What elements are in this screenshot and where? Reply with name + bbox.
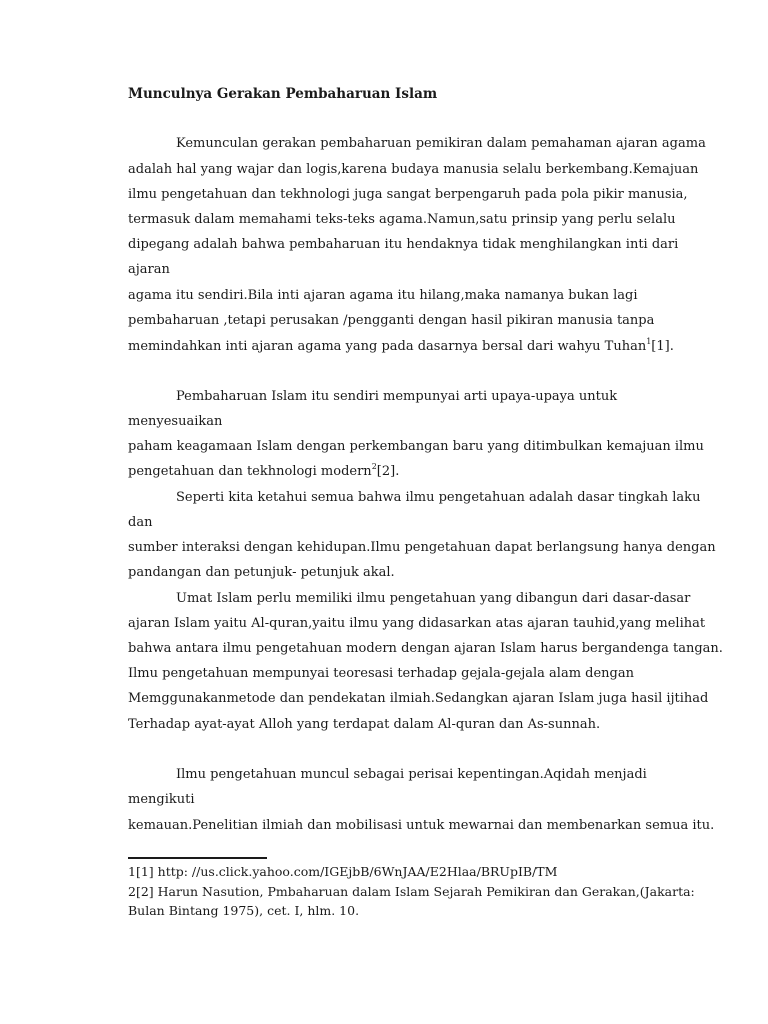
line-end-punct: . bbox=[395, 464, 400, 479]
footnote-number: 1 bbox=[128, 864, 136, 879]
footnote-number: 2 bbox=[128, 884, 136, 899]
text-line: Memggunakanmetode dan pendekatan ilmiah.Sedangkan ajaran Islam juga hasil ijtihad bbox=[128, 691, 709, 706]
text-line: mengikuti bbox=[128, 792, 195, 807]
text-line-body: pengetahuan dan tekhnologi modern bbox=[128, 464, 372, 479]
text-line: Pembaharuan Islam itu sendiri mempunyai arti upaya-upaya untuk bbox=[176, 389, 618, 404]
text-line: paham keagamaan Islam dengan perkembangan baru yang ditimbulkan kemajuan ilmu bbox=[128, 439, 704, 454]
footnote-backref[interactable]: [1] bbox=[135, 864, 154, 879]
text-line bbox=[128, 464, 399, 480]
footnote-separator bbox=[128, 857, 267, 859]
text-line: ajaran bbox=[128, 262, 170, 277]
footnote-ref-1-sup[interactable]: 1 bbox=[646, 337, 652, 346]
text-line bbox=[128, 339, 674, 355]
footnote-text: http: //us.click.yahoo.com/IGEjbB/6WnJAA/E2Hlaa/BRUpIB/TM bbox=[153, 864, 558, 879]
text-line: Ilmu pengetahuan mempunyai teoresasi terhadap gejala-gejala alam dengan bbox=[128, 666, 635, 681]
line-end-punct: . bbox=[669, 339, 674, 354]
text-line: pembaharuan ,tetapi perusakan /pengganti dengan hasil pikiran manusia tanpa bbox=[128, 313, 655, 328]
text-line: Kemunculan gerakan pembaharuan pemikiran dalam pemahaman ajaran agama bbox=[176, 136, 706, 151]
text-line: Umat Islam perlu memiliki ilmu pengetahuan yang dibangun dari dasar-dasar bbox=[176, 591, 691, 606]
footnote-2 bbox=[128, 884, 695, 900]
footnote-backref[interactable]: [2] bbox=[135, 884, 154, 899]
document-title: Munculnya Gerakan Pembaharuan Islam bbox=[128, 86, 438, 102]
footnote-2-continued: Bulan Bintang 1975), cet. I, hlm. 10. bbox=[128, 903, 360, 918]
text-line: adalah hal yang wajar dan logis,karena budaya manusia selalu berkembang.Kemajuan bbox=[128, 162, 699, 177]
text-line: dan bbox=[128, 515, 153, 530]
text-line: ajaran Islam yaitu Al-quran,yaitu ilmu yang didasarkan atas ajaran tauhid,yang melihat bbox=[128, 616, 706, 631]
text-line: ilmu pengetahuan dan tekhnologi juga sangat berpengaruh pada pola pikir manusia, bbox=[128, 187, 688, 202]
text-line: kemauan.Penelitian ilmiah dan mobilisasi untuk mewarnai dan membenarkan semua itu. bbox=[128, 818, 715, 833]
text-line-body: memindahkan inti ajaran agama yang pada dasarnya bersal dari wahyu Tuhan bbox=[128, 339, 647, 354]
text-line: menyesuaikan bbox=[128, 414, 223, 429]
text-line: Seperti kita ketahui semua bahwa ilmu pengetahuan adalah dasar tingkah laku bbox=[176, 490, 701, 505]
text-line: Ilmu pengetahuan muncul sebagai perisai kepentingan.Aqidah menjadi bbox=[176, 767, 647, 782]
text-line: dipegang adalah bahwa pembaharuan itu hendaknya tidak menghilangkan inti dari bbox=[128, 237, 679, 252]
footnote-ref-2[interactable]: [2] bbox=[376, 464, 396, 479]
text-line: Terhadap ayat-ayat Alloh yang terdapat dalam Al-quran dan As-sunnah. bbox=[128, 717, 601, 732]
footnote-1 bbox=[128, 864, 557, 880]
text-line: pandangan dan petunjuk- petunjuk akal. bbox=[128, 565, 395, 580]
footnote-ref-1[interactable]: [1] bbox=[651, 339, 670, 354]
text-line: termasuk dalam memahami teks-teks agama.Namun,satu prinsip yang perlu selalu bbox=[128, 212, 676, 227]
text-line: bahwa antara ilmu pengetahuan modern dengan ajaran Islam harus bergandenga tangan. bbox=[128, 641, 723, 656]
text-line: agama itu sendiri.Bila inti ajaran agama itu hilang,maka namanya bukan lagi bbox=[128, 288, 638, 303]
text-line: sumber interaksi dengan kehidupan.Ilmu pengetahuan dapat berlangsung hanya dengan bbox=[128, 540, 716, 555]
footnote-text: Harun Nasution, Pmbaharuan dalam Islam Sejarah Pemikiran dan Gerakan,(Jakarta: bbox=[153, 884, 695, 899]
footnote-ref-2-sup[interactable]: 2 bbox=[371, 462, 377, 471]
